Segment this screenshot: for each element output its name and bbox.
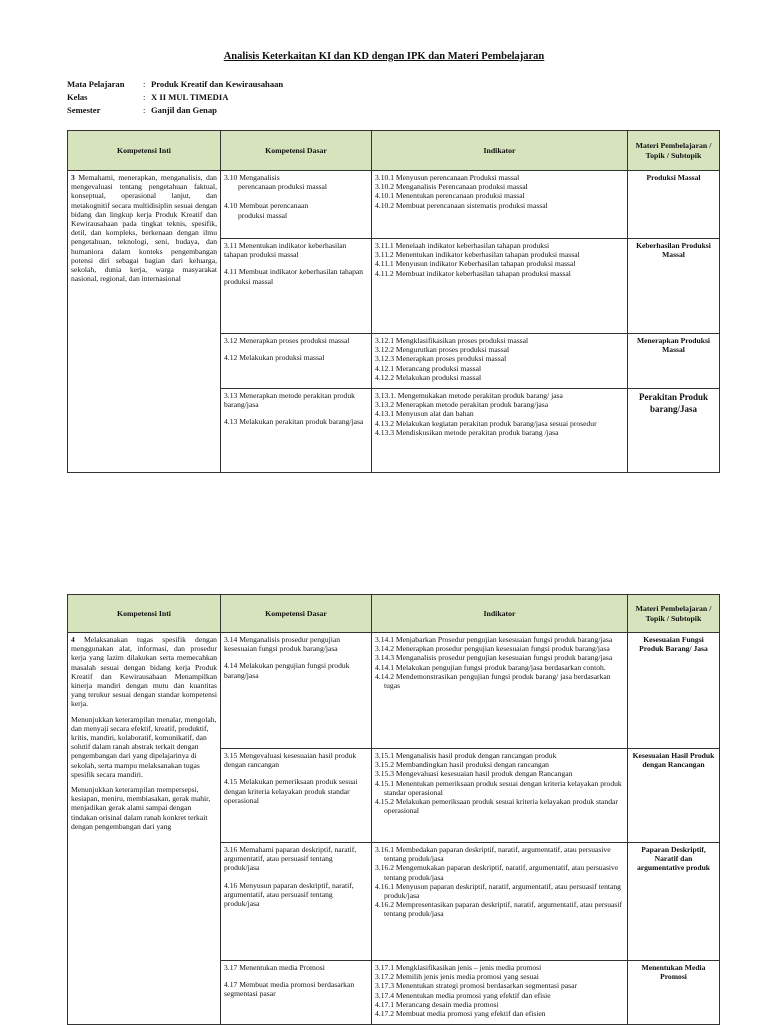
indicator-line: 3.13.1. Mengemukakan metode perakitan produk barang/ jasa bbox=[375, 391, 563, 400]
indicator-line: 4.17.1 Merancang desain media promosi bbox=[375, 999, 499, 1009]
kd-line: 3.10 Menganalisis bbox=[224, 173, 280, 182]
kd-line: produksi massal bbox=[238, 210, 288, 220]
meta-separator: : bbox=[143, 92, 146, 102]
ki-number: 3 bbox=[71, 173, 75, 182]
kd-line: 3.13 Menerapkan metode perakitan produk barang/jasa bbox=[224, 391, 355, 410]
header-materi: Materi Pembelajaran / Topik / Subtopik bbox=[628, 131, 720, 171]
ki-cell bbox=[68, 171, 221, 473]
indicator-line: 3.10.2 Menganalisis Perencanaan produksi massal bbox=[375, 182, 528, 192]
kd-cell bbox=[221, 749, 372, 843]
indicator-line: 4.10.2 Membuat perencanaan sistematis produksi massal bbox=[375, 200, 548, 210]
materi-cell: Produksi Massal bbox=[628, 171, 720, 239]
kd-line: 4.12 Melakukan produksi massal bbox=[224, 353, 325, 363]
indicator-line: 3.17.2 Memilih jenis jenis media promosi yang sesuai bbox=[375, 972, 539, 982]
ki-paragraph: Menunjukkan keterampilan menalar, mengolah, dan menyaji secara efektif, kreatif, produktif, kritis, mandiri, kolaboratif, komunikatif, dan solutif dalam ranah abstrak terkait dengan pengembangan dari yang dipelajarinya di sekolah, serta mampu melaksanakan tugas spesifik secara mandiri. bbox=[71, 714, 217, 779]
header-kompetensi-dasar: Kompetensi Dasar bbox=[221, 131, 372, 171]
indicator-line: 4.10.1 Menentukan perencanaan produksi massal bbox=[375, 191, 525, 201]
materi-cell: Menentukan Media Promosi bbox=[628, 961, 720, 1025]
indicator-line: 3.10.1 Menyusun perencanaan Produksi massal bbox=[375, 173, 520, 182]
indicator-line: 3.17.4 Menentukan media promosi yang efektif dan efisie bbox=[375, 990, 551, 1000]
indicator-line: 3.15.2 Membandingkan hasil produksi dengan rancangan bbox=[375, 760, 549, 770]
materi-cell: Perakitan Produk barang/Jasa bbox=[628, 389, 720, 473]
indicator-cell bbox=[372, 843, 628, 961]
kd-cell bbox=[221, 334, 372, 389]
meta-row-semester bbox=[67, 104, 283, 117]
indicator-cell bbox=[372, 171, 628, 239]
meta-separator: : bbox=[143, 79, 146, 89]
materi-cell: Kesesuaian Fungsi Produk Barang/ Jasa bbox=[628, 633, 720, 749]
kd-cell bbox=[221, 239, 372, 334]
kd-cell bbox=[221, 961, 372, 1025]
indicator-line: 3.11.1 Menelaah indikator keberhasilan tahapan produksi bbox=[375, 241, 550, 250]
materi-cell: Kesesuaian Hasil Produk dengan Rancangan bbox=[628, 749, 720, 843]
header-indikator: Indikator bbox=[372, 595, 628, 633]
kd-line: 3.12 Menerapkan proses produksi massal bbox=[224, 336, 350, 345]
kd-cell bbox=[221, 389, 372, 473]
materi-cell: Keberhasilan Produksi Massal bbox=[628, 239, 720, 334]
indicator-line: 4.15.1 Menentukan pemeriksaan produk sesuai dengan kriteria kelayakan produk standar operasional bbox=[375, 778, 622, 797]
materi-cell: Paparan Deskriptif, Naratif dan argumentative produk bbox=[628, 843, 720, 961]
meta-label: Kelas bbox=[67, 92, 88, 102]
meta-value: X II MUL TIMEDIA bbox=[151, 92, 229, 102]
kd-line: 3.17 Menentukan media Promosi bbox=[224, 963, 325, 972]
meta-separator: : bbox=[143, 105, 146, 115]
competency-table-2 bbox=[67, 594, 720, 1025]
header-kompetensi-inti: Kompetensi Inti bbox=[68, 131, 221, 171]
header-indikator: Indikator bbox=[372, 131, 628, 171]
indicator-cell bbox=[372, 633, 628, 749]
kd-line: 4.13 Melakukan perakitan produk barang/jasa bbox=[224, 417, 364, 427]
header-kompetensi-dasar: Kompetensi Dasar bbox=[221, 595, 372, 633]
indicator-line: 4.11.1 Menyusun indikator Keberhasilan tahapan produksi massal bbox=[375, 259, 576, 269]
indicator-line: 3.15.3 Mengevaluasi kesesuaian hasil produk dengan Rancangan bbox=[375, 769, 573, 779]
ki-text: Memahami, menerapkan, menganalisis, dan mengevaluasi tentang pengetahuan faktual, konseptual, operasional lanjut, dan metakognitif secara multidisiplin sesuai dengan bidang dan lingkup kerja Produk Kreatif dan Kewirausahaan pada tingkat teknis, spesifik, detil, dan kompleks, berkenaan dengan ilmu pengetahuan, teknologi, seni, budaya, dan humaniora dalam konteks pengembangan potensi diri sebagai bagian dari keluarga, sekolah, dunia kerja, warga masyarakat nasional, regional, dan internasional bbox=[71, 173, 217, 284]
kd-cell bbox=[221, 843, 372, 961]
indicator-line: 4.16.2 Mempresentasikan paparan deskriptif, naratif, argumentatif, atau persuasif tentang produk/jasa bbox=[375, 900, 622, 919]
ki-paragraph bbox=[71, 635, 217, 709]
indicator-line: 4.17.2 Membuat media promosi yang efektif dan efisien bbox=[375, 1009, 546, 1019]
meta-label: Semester bbox=[67, 105, 101, 115]
indicator-line: 4.13.1 Menyusun alat dan bahan bbox=[375, 409, 474, 419]
kd-cell bbox=[221, 171, 372, 239]
indicator-cell bbox=[372, 334, 628, 389]
meta-row-subject bbox=[67, 78, 283, 91]
meta-value: Ganjil dan Genap bbox=[151, 105, 217, 115]
indicator-cell bbox=[372, 389, 628, 473]
kd-line: 4.17 Membuat media promosi berdasarkan segmentasi pasar bbox=[224, 980, 355, 999]
ki-number: 4 bbox=[71, 635, 75, 644]
indicator-line: 4.12.1 Merancang produksi massal bbox=[375, 363, 482, 373]
indicator-line: 4.13.2 Melakukan kegiatan perakitan produk barang/jasa sesuai prosedur bbox=[375, 418, 597, 428]
meta-value: Produk Kreatif dan Kewirausahaan bbox=[151, 79, 284, 89]
kd-line: 4.10 Membuat perencanaan bbox=[224, 201, 309, 211]
ki-text: Melaksanakan tugas spesifik dengan menggunakan alat, informasi, dan prosedur kerja yang lazim dilakukan serta memecahkan masalah sesuai dengan bidang kerja Produk Kreatif dan Kewirausahaan Menampilkan kinerja mandiri dengan mutu dan kuantitas yang terukur sesuai dengan standar kompetensi kerja. bbox=[71, 635, 217, 709]
indicator-cell bbox=[372, 749, 628, 843]
indicator-line: 4.14.1 Melakukan pengujian fungsi produk barang/jasa berdasarkan contoh. bbox=[375, 662, 606, 672]
kd-line: perencanaan produksi massal bbox=[238, 182, 327, 192]
materi-cell: Menerapkan Produksi Massal bbox=[628, 334, 720, 389]
meta-label: Mata Pelajaran bbox=[67, 79, 125, 89]
indicator-line: 3.14.1 Menjabarkan Prosedur pengujian kesesuaian fungsi produk barang/jasa bbox=[375, 635, 613, 644]
indicator-line: 3.12.1 Mengklasifikasikan proses produksi massal bbox=[375, 336, 529, 345]
indicator-line: 3.17.1 Mengklasifikasikan jenis – jenis media promosi bbox=[375, 963, 542, 972]
indicator-line: 3.12.2 Mengurutkan proses produksi massal bbox=[375, 345, 510, 355]
indicator-line: 3.11.2 Menentukan indikator keberhasilan tahapan produksi massal bbox=[375, 250, 580, 260]
indicator-line: 3.16.1 Membedakan paparan deskriptif, naratif, argumentatif, atau persuasive tentang produk/jasa bbox=[375, 845, 611, 864]
header-materi: Materi Pembelajaran / Topik / Subtopik bbox=[628, 595, 720, 633]
indicator-line: 4.14.2 Mendemonstrasikan pengujian fungsi produk barang/ jasa berdasarkan tugas bbox=[375, 671, 611, 691]
indicator-line: 3.14.2 Menerapkan prosedur pengujian kesesuaian fungsi produk barang/jasa bbox=[375, 644, 610, 654]
kd-line: 4.14 Melakukan pengujian fungsi produk barang/jasa bbox=[224, 661, 350, 680]
kd-line: 4.11 Membuat indikator keberhasilan tahapan produksi massal bbox=[224, 267, 364, 286]
meta-block bbox=[67, 78, 283, 117]
kd-line: 3.14 Menganalisis prosedur pengujian kesesuaian fungsi produk barang/jasa bbox=[224, 635, 340, 654]
indicator-line: 3.16.2 Mengemukakan paparan deskriptif, naratif, argumentatif, atau persuasive tentang produk/jasa bbox=[375, 863, 619, 882]
document-title: Analisis Keterkaitan KI dan KD dengan IPK dan Materi Pembelajaran bbox=[223, 51, 545, 62]
indicator-line: 4.15.2 Melakukan pemeriksaan produk sesuai kriteria kelayakan produk standar operasional bbox=[375, 797, 618, 816]
indicator-line: 3.17.3 Menentukan strategi promosi berdasarkan segmentasi pasar bbox=[375, 981, 578, 991]
indicator-line: 4.13.3 Mendiskusikan metode perakitan produk barang /jasa bbox=[375, 427, 559, 437]
competency-table-1 bbox=[67, 130, 720, 473]
kd-line: 4.15 Melakukan pemeriksaan produk sesuai dengan kriteria kelayakan produk standar operasional bbox=[224, 777, 358, 805]
indicator-line: 3.12.3 Menerapkan proses produksi massal bbox=[375, 354, 507, 364]
indicator-line: 4.11.2 Membuat indikator keberhasilan tahapan produksi massal bbox=[375, 268, 571, 278]
ki-cell bbox=[68, 633, 221, 1025]
indicator-cell bbox=[372, 239, 628, 334]
kd-line: 3.15 Mengevaluasi kesesuaian hasil produk dengan rancangan bbox=[224, 751, 357, 770]
ki-paragraph: Menunjukkan keterampilan mempersepsi, kesiapan, meniru, membiasakan, gerak mahir, menjadikan gerak alami sampai dengan tindakan orisinal dalam ranah konkret terkait dengan pengembangan dari yang bbox=[71, 785, 211, 831]
kd-line: 3.11 Menentukan indikator keberhasilan tahapan produksi massal bbox=[224, 241, 347, 260]
kd-line: 4.16 Menyusun paparan deskriptif, naratif, argumentatif, atau persuasif tentang produk/jasa bbox=[224, 880, 354, 909]
indicator-line: 3.14.3 Menganalisis prosedur pengujian kesesuaian fungsi produk barang/jasa bbox=[375, 653, 613, 663]
indicator-line: 4.12.2 Melakukan produksi massal bbox=[375, 372, 482, 382]
header-kompetensi-inti: Kompetensi Inti bbox=[68, 595, 221, 633]
meta-row-class bbox=[67, 91, 283, 104]
kd-line: 3.16 Memahami paparan deskriptif, naratif, argumentatif, atau persuasif tentang produk/jasa bbox=[224, 845, 357, 873]
indicator-cell bbox=[372, 961, 628, 1025]
indicator-line: 3.13.2 Menerapkan metode perakitan produk barang/jasa bbox=[375, 400, 549, 410]
kd-cell bbox=[221, 633, 372, 749]
indicator-line: 4.16.1 Menyusun paparan deskriptif, naratif, argumentatif, atau persuasif tentang produk/jasa bbox=[375, 881, 621, 901]
indicator-line: 3.15.1 Menganalisis hasil produk dengan rancangan produk bbox=[375, 751, 557, 760]
